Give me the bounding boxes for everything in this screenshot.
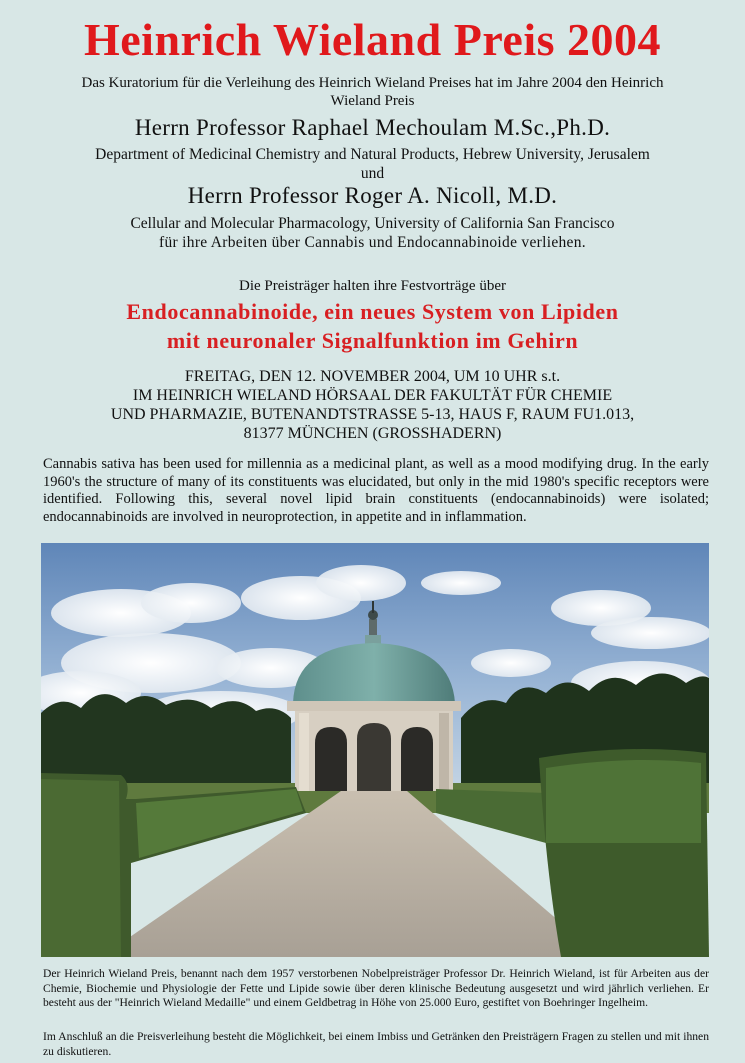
laureate-2-name: Herrn Professor Roger A. Nicoll, M.D. [187, 183, 558, 208]
intro-text: Das Kuratorium für die Verleihung des Heinrich Wieland Preises hat im Jahre 2004 den Heinrich Wieland Preis [81, 75, 664, 109]
lecture-topic [0, 297, 745, 355]
award-reason: für ihre Arbeiten über Cannabis und Endocannabinoide verliehen. [159, 234, 586, 251]
lecture-intro: Die Preisträger halten ihre Festvorträge über [239, 278, 506, 294]
venue-line-3: UND PHARMAZIE, BUTENANDTSTRASSE 5-13, HAUS F, RAUM FU1.013, [110, 406, 635, 423]
laureate-1-affiliation: Department of Medicinal Chemistry and Natural Products, Hebrew University, Jerusalem [95, 146, 650, 163]
topic-line-2: mit neuronaler Signalfunktion im Gehirn [166, 328, 579, 353]
abstract-text: Cannabis sativa has been used for millennia as a medicinal plant, as well as a mood modifying drug. In the early 1960's the structure of many of its constituents was elucidated, but only in the mid 1980's specific receptors were identified. Following this, several novel lipid brain constituents (endocannabinoids) were isolated; endocannabinoids are involved in neuroprotection, in appetite and in inflammation. [43, 456, 709, 525]
laureate-2-affiliation: Cellular and Molecular Pharmacology, University of California San Francisco [130, 215, 615, 232]
topic-line-1: Endocannabinoide, ein neues System von Lipiden [126, 299, 619, 324]
photo-dianatempel [41, 543, 709, 957]
venue-line-1: FREITAG, DEN 12. NOVEMBER 2004, UM 10 UHR s.t. [184, 368, 561, 385]
conjunction: und [360, 165, 385, 182]
laureate-1-name: Herrn Professor Raphael Mechoulam M.Sc.,Ph.D. [134, 115, 611, 140]
venue-block [0, 367, 745, 443]
venue-line-2: IM HEINRICH WIELAND HÖRSAAL DER FAKULTÄT FÜR CHEMIE [132, 387, 613, 404]
page-title: Heinrich Wieland Preis 2004 [83, 14, 662, 65]
footer-para-1: Der Heinrich Wieland Preis, benannt nach dem 1957 verstorbenen Nobelpreisträger Professor Dr. Heinrich Wieland, ist für Arbeiten aus der Chemie, Biochemie und Physiologie der Fette und Lipide sowie über deren klinische Bedeutung ausgesetzt und wird jährlich verliehen. Er besteht aus der "Heinrich Wieland Medaille" und einem Geldbetrag in Höhe von 25.000 Euro, gestiftet von Boehringer Ingelheim. [43, 967, 709, 1009]
venue-line-4: 81377 MÜNCHEN (GROSSHADERN) [243, 425, 502, 442]
footer-para-2: Im Anschluß an die Preisverleihung besteht die Möglichkeit, bei einem Imbiss und Getränken den Preisträgern Fragen zu stellen und mit ihnen zu diskutieren. [43, 1030, 709, 1058]
